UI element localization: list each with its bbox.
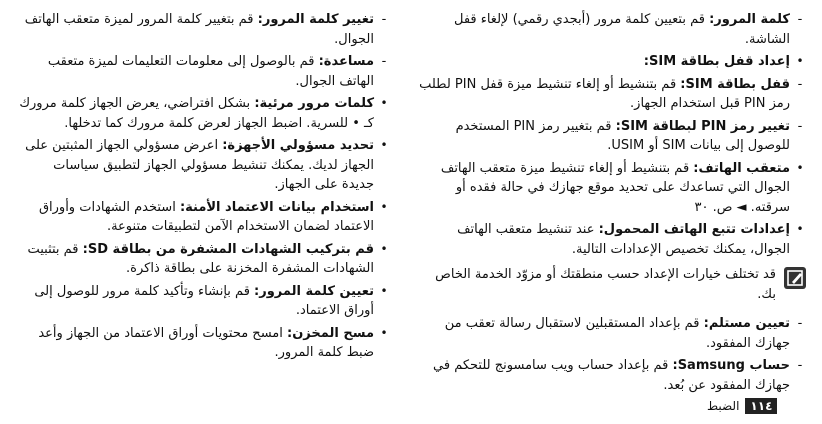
page-footer — [707, 398, 777, 414]
section-name: الضبط — [707, 399, 740, 413]
setting-description: قم بتنشيط أو إلغاء تنشيط ميزة قفل PIN لطلب رمز PIN قبل استخدام الجهاز. — [419, 76, 790, 111]
setting-description: عند تنشيط متعقب الهاتف الجوال، يمكنك تخصيص الإعدادات التالية. — [457, 222, 790, 257]
dash-marker: - — [797, 358, 803, 373]
setting-term: متعقب الهاتف: — [693, 160, 790, 176]
setting-term: مسح المخزن: — [287, 325, 374, 341]
dash-marker: - — [797, 12, 803, 27]
setting-description: قم بإعداد المستقبلين لاستقبال رسالة تعقب من جهازك المفقود. — [444, 316, 790, 351]
setting-description: قم بتغيير رمز PIN المستخدم للوصول إلى بيانات SIM أو USIM. — [455, 118, 790, 153]
setting-term: تحديد مسؤولي الأجهزة: — [222, 138, 374, 153]
left-column — [18, 10, 390, 366]
setting-bullet-item — [418, 220, 806, 259]
setting-bullet-item — [418, 159, 806, 218]
right-column — [418, 10, 806, 398]
setting-term: تعيين كلمة المرور: — [254, 283, 374, 299]
setting-term: تعيين مستلم: — [703, 316, 790, 331]
setting-description: اعرض مسؤولي الجهاز المثبتين على الجهاز لديك. يمكنك تنشيط مسؤولي الجهاز لتطبيق سياسات جديدة على الجهاز. — [25, 138, 374, 192]
bullet-marker: • — [796, 222, 804, 236]
setting-term: استخدام بيانات الاعتماد الأمنة: — [179, 199, 374, 215]
setting-term: إعدادات تتبع الهاتف المحمول: — [598, 222, 790, 237]
setting-description: قم بتثبيت الشهادات المشفرة المخزنة على بطاقة ذاكرة. — [27, 241, 374, 276]
dash-marker: - — [797, 316, 803, 331]
setting-bullet-item — [18, 94, 390, 133]
dash-marker: - — [797, 76, 803, 92]
setting-term: قفل بطاقة SIM: — [680, 76, 790, 92]
setting-term: حساب Samsung: — [672, 358, 790, 373]
setting-term: كلمات مرور مرئية: — [254, 96, 374, 111]
setting-bullet-item — [18, 282, 390, 321]
setting-description: قم بإنشاء وتأكيد كلمة مرور للوصول إلى أوراق الاعتماد. — [34, 283, 374, 318]
bullet-marker: • — [380, 325, 388, 340]
setting-description: قم بتنشيط أو إلغاء تنشيط ميزة متعقب الهاتف الجوال التي تساعدك على تحديد موقع جهازك في حالة فقده أو سرقته. ◄ ص. ٣٠ — [440, 160, 790, 215]
setting-term: تغيير كلمة المرور: — [257, 12, 374, 27]
bullet-marker: • — [380, 283, 388, 298]
setting-sub-item — [418, 75, 806, 114]
setting-term: إعداد قفل بطاقة SIM: — [643, 54, 790, 69]
bullet-marker: • — [796, 160, 804, 175]
setting-term: كلمة المرور: — [709, 12, 790, 27]
bullet-marker: • — [796, 54, 804, 68]
bullet-marker: • — [380, 96, 388, 110]
dash-marker: - — [381, 12, 387, 27]
setting-sub-item — [18, 10, 390, 49]
setting-sub-item — [418, 10, 806, 49]
bullet-marker: • — [380, 241, 388, 256]
setting-description: قم بتعيين كلمة مرور (أبجدي رقمي) لإلغاء قفل الشاشة. — [453, 12, 790, 47]
setting-bullet-item — [18, 324, 390, 363]
setting-description: امسح محتويات أوراق الاعتماد من الجهاز وأعد ضبط كلمة المرور. — [38, 325, 374, 360]
setting-sub-item — [418, 356, 806, 395]
setting-term: تغيير رمز PIN لبطاقة SIM: — [615, 118, 790, 134]
setting-description: قم بتغيير كلمة المرور لميزة متعقب الهاتف الجوال. — [24, 12, 374, 47]
setting-sub-item — [418, 117, 806, 156]
setting-term: مساعدة: — [318, 54, 374, 69]
setting-bullet-item — [418, 52, 806, 72]
bullet-marker: • — [380, 138, 388, 152]
note-pencil-icon — [784, 267, 806, 289]
setting-description: قم بإعداد حساب ويب سامسونج للتحكم في جهازك المفقود عن بُعد. — [433, 358, 790, 393]
dash-marker: - — [797, 118, 803, 134]
page-number: ١١٤ — [745, 398, 777, 414]
setting-sub-item — [18, 52, 390, 91]
setting-sub-item — [418, 314, 806, 353]
note-box — [418, 265, 806, 304]
setting-bullet-item — [18, 136, 390, 195]
setting-description: قم بالوصول إلى معلومات التعليمات لميزة متعقب الهاتف الجوال. — [47, 54, 374, 89]
setting-description: بشكل افتراضي، يعرض الجهاز كلمة مرورك كـ • للسرية. اضبط الجهاز لعرض كلمة مرورك كما تدخلها. — [19, 96, 374, 131]
setting-description: استخدم الشهادات وأوراق الاعتماد لضمان الاستخدام الآمن لتطبيقات متنوعة. — [38, 199, 374, 234]
dash-marker: - — [381, 54, 387, 69]
setting-bullet-item — [18, 198, 390, 237]
bullet-marker: • — [380, 199, 388, 214]
setting-term: قم بتركيب الشهادات المشفرة من بطاقة SD: — [82, 241, 374, 257]
note-text: قد تختلف خيارات الإعداد حسب منطقتك أو مزوّد الخدمة الخاص بك. — [435, 267, 776, 302]
setting-bullet-item — [18, 240, 390, 279]
